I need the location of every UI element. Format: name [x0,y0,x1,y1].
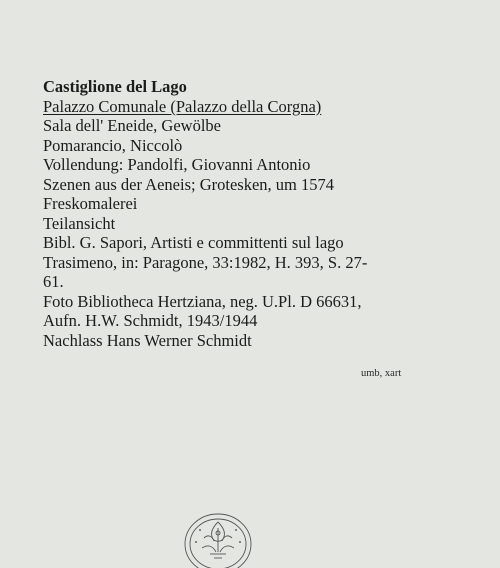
card-line: 61. [43,272,64,291]
card-title: Castiglione del Lago [43,77,187,96]
card-line: Bibl. G. Sapori, Artisti e committenti sul lago [43,233,344,252]
catalog-card [43,77,463,350]
card-line: Szenen aus der Aeneis; Grotesken, um 1574 [43,174,334,194]
card-line: Sala dell' Eneide, Gewölbe [43,116,221,135]
cataloguer-initials: umb, xart [361,368,402,379]
card-line: Foto Bibliotheca Hertziana, neg. U.Pl. D 66631, [43,291,362,311]
card-line: Freskomalerei [43,194,138,213]
card-subtitle: Palazzo Comunale (Palazzo della Corgna) [43,96,322,116]
card-line: Nachlass Hans Werner Schmidt [43,330,252,350]
card-line: Aufn. H.W. Schmidt, 1943/1944 [43,311,258,330]
card-line: Vollendung: Pandolfi, Giovanni Antonio [43,155,311,174]
card-line: Pomarancio, Niccolò [43,135,183,155]
library-seal-icon [180,508,256,568]
card-line: Trasimeno, in: Paragone, 33:1982, H. 393, S. 27- [43,252,368,272]
card-line: Teilansicht [43,213,116,233]
